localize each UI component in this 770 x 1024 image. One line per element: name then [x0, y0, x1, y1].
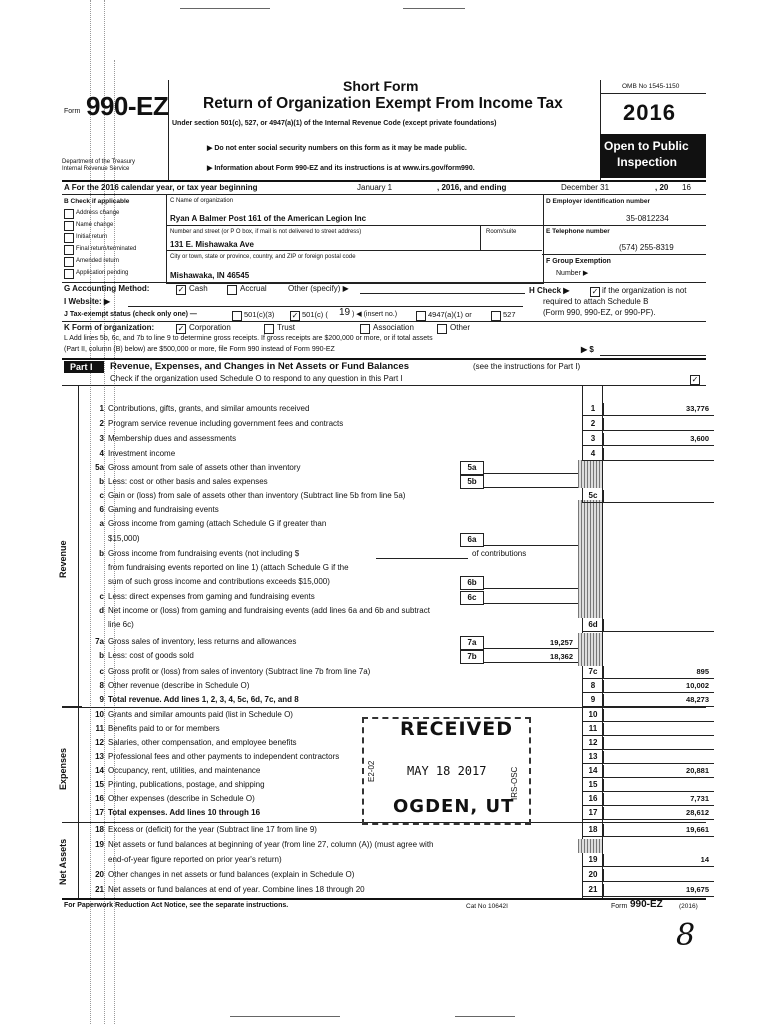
rule — [582, 881, 714, 882]
line-description: Net income or (loss) from gaming and fundraising events (add lines 6a and 6b and subtract — [108, 606, 430, 615]
line-ref: 8 — [582, 680, 604, 692]
line-number: 17 — [95, 808, 104, 817]
divider — [480, 225, 481, 250]
line-ref: 18 — [582, 824, 604, 836]
line-number: 21 — [95, 885, 104, 894]
line-description-tail: of contributions — [472, 549, 527, 558]
line-21-row — [64, 884, 714, 897]
line-description: Contributions, gifts, grants, and similar amounts received — [108, 404, 310, 413]
line-3-row — [64, 433, 714, 446]
footer-form-year: (2016) — [679, 903, 698, 910]
line-a-mid: , 2016, and ending — [437, 183, 507, 192]
omb-number: OMB No 1545-1150 — [622, 83, 680, 90]
city-label: City or town, state or province, country, and ZIP or foreign postal code — [170, 254, 356, 260]
line-description: Total revenue. Add lines 1, 2, 3, 4, 5c, 6d, 7c, and 8 — [108, 695, 299, 704]
org-name-label: C Name of organization — [170, 198, 234, 204]
amended-return-checkbox[interactable] — [64, 257, 74, 267]
501c3-checkbox[interactable] — [232, 311, 242, 321]
other-method-label: Other (specify) ▶ — [288, 284, 349, 293]
excess-deficit-amount[interactable]: 19,661 — [686, 825, 709, 834]
line-description: Gross income from gaming (attach Schedule G if greater than — [108, 519, 327, 528]
initial-return-checkbox[interactable] — [64, 233, 74, 243]
gross-receipts-input[interactable] — [600, 355, 706, 356]
sub-line-ref: 5b — [460, 475, 484, 489]
line-h-text: if the organization is not — [602, 286, 687, 295]
sub-line-ref: 7b — [460, 650, 484, 664]
sub-line-ref: 6a — [460, 533, 484, 547]
group-exemption-label: F Group Exemption — [546, 258, 611, 265]
scan-artifact — [230, 1016, 340, 1017]
gross-receipts-arrow: ▶ $ — [581, 345, 594, 354]
trust-label: Trust — [277, 323, 295, 332]
rule — [542, 225, 706, 226]
total-expenses-amount[interactable]: 28,612 — [686, 808, 709, 817]
line-a-label: A For the 2016 calendar year, or tax year beginning — [64, 183, 258, 192]
shaded-area — [578, 460, 602, 488]
line-description: Grants and similar amounts paid (list in Schedule O) — [108, 710, 293, 719]
stamp-date: MAY 18 2017 — [407, 764, 487, 778]
line-number: b — [99, 549, 104, 558]
address-change-label: Address change — [76, 210, 120, 216]
scan-artifact — [455, 1016, 515, 1017]
line-number: d — [99, 606, 104, 615]
rule — [166, 225, 542, 226]
line-ref: 15 — [582, 779, 604, 791]
501c3-label: 501(c)(3) — [244, 310, 275, 319]
form-number: 990-EZ — [86, 91, 169, 121]
inventory-sales-amount[interactable]: 19,257 — [550, 638, 573, 647]
line-description: Other revenue (describe in Schedule O) — [108, 681, 250, 690]
name-change-checkbox[interactable] — [64, 221, 74, 231]
part-i-title: Revenue, Expenses, and Changes in Net Assets or Fund Balances — [110, 361, 409, 372]
cat-number: Cat No 10642I — [466, 903, 508, 910]
rule — [62, 321, 706, 322]
line-number: c — [99, 667, 104, 676]
schedule-b-checkbox[interactable]: ✓ — [591, 287, 599, 296]
line-ref: 2 — [582, 418, 604, 430]
corporation-label: Corporation — [189, 323, 231, 332]
line-number: 19 — [95, 840, 104, 849]
other-org-label: Other — [450, 323, 471, 332]
rule — [582, 866, 714, 867]
rule — [582, 721, 714, 722]
line-number: a — [99, 519, 104, 528]
501c-checkbox[interactable]: ✓ — [291, 311, 299, 320]
final-return-checkbox[interactable] — [64, 245, 74, 255]
rule — [582, 791, 714, 792]
rule — [582, 430, 714, 431]
website-label: I Website: ▶ — [64, 297, 111, 306]
line-description: Program service revenue including government fees and contracts — [108, 419, 344, 428]
line-number: b — [99, 651, 104, 660]
line-h-label: H Check ▶ — [529, 286, 570, 295]
line-description: Excess or (deficit) for the year (Subtract line 17 from line 9) — [108, 825, 317, 834]
other-method-input[interactable] — [360, 293, 525, 294]
total-revenue-amount[interactable]: 48,273 — [686, 695, 709, 704]
line-number: 13 — [95, 752, 104, 761]
rule — [582, 692, 714, 693]
rule — [62, 358, 706, 360]
rule — [582, 631, 714, 632]
line-8-row — [64, 680, 714, 693]
short-form-label: Short Form — [343, 78, 419, 94]
phone-value[interactable]: (574) 255-8319 — [619, 243, 674, 252]
sub-line-ref: 6c — [460, 591, 484, 605]
sub-line-ref: 6b — [460, 576, 484, 590]
ein-label: D Employer identification number — [546, 198, 651, 205]
cash-label: Cash — [189, 284, 208, 293]
street-label: Number and street (or P O box, if mail is not delivered to street address) — [170, 229, 362, 235]
line-l-text: L Add lines 5b, 6c, and 7b to line 9 to determine gross receipts. If gross receipts are $200,000 or more, or if total assets — [64, 335, 433, 342]
irs-label: Internal Revenue Service — [62, 166, 130, 172]
line-ref: 20 — [582, 869, 604, 881]
line-description: Printing, publications, postage, and shipping — [108, 780, 265, 789]
amended-return-label: Amended return — [76, 258, 120, 264]
ending-net-assets-amount[interactable]: 19,675 — [686, 885, 709, 894]
line-5b-input[interactable] — [483, 487, 578, 488]
rule — [582, 678, 714, 679]
tax-year: 2016 — [623, 100, 676, 125]
line-description: Membership dues and assessments — [108, 434, 237, 443]
final-return-label: Final return/terminated — [76, 246, 137, 252]
4947-checkbox[interactable] — [416, 311, 426, 321]
line-ref: 6d — [582, 619, 604, 631]
part-i-label: Part I — [70, 362, 93, 372]
other-revenue-amount[interactable]: 10,002 — [686, 681, 709, 690]
line-description: Total expenses. Add lines 10 through 16 — [108, 808, 261, 817]
line-ref: 4 — [582, 448, 604, 460]
line-description: Gross profit or (loss) from sales of inventory (Subtract line 7b from line 7a) — [108, 667, 371, 676]
4947-label: 4947(a)(1) or — [428, 310, 472, 319]
line-ref: 21 — [582, 884, 604, 896]
line-4-row — [64, 448, 714, 461]
tax-exempt-label: J Tax-exempt status (check only one) — — [64, 311, 197, 318]
tax-year-end: December 31 — [561, 183, 610, 192]
line-6b-input[interactable] — [483, 588, 578, 589]
line-5a-input[interactable] — [483, 473, 578, 474]
rule — [582, 896, 714, 897]
rule — [483, 662, 578, 663]
line-h-text3: (Form 990, 990-EZ, or 990-PF). — [543, 308, 656, 317]
line-number: 4 — [99, 449, 104, 458]
stamp-side-left: E2-02 — [367, 760, 376, 782]
line-description: line 6c) — [108, 620, 134, 629]
line-description: end-of-year figure reported on prior year's return) — [108, 855, 282, 864]
line-h-text2: required to attach Schedule B — [543, 297, 649, 306]
accrual-checkbox[interactable] — [227, 285, 237, 295]
rule — [582, 805, 714, 806]
line-ref: 16 — [582, 793, 604, 805]
name-change-label: Name change — [76, 222, 114, 228]
line-number: c — [99, 592, 104, 601]
line-description: Gross amount from sale of assets other than inventory — [108, 463, 301, 472]
501c-number[interactable]: 19 — [339, 307, 351, 318]
rule — [582, 819, 714, 820]
501c-label: 501(c) ( — [302, 310, 328, 319]
corporation-checkbox[interactable]: ✓ — [177, 324, 185, 333]
rule — [582, 735, 714, 736]
stamp-received: RECEIVED — [400, 718, 514, 740]
line-number: 7a — [95, 637, 104, 646]
line-number: 9 — [99, 695, 104, 704]
line-ref: 1 — [582, 403, 604, 415]
line-7c-row — [64, 666, 714, 679]
ein-value[interactable]: 35-0812234 — [626, 214, 669, 223]
omb-rule — [600, 93, 706, 94]
footer-form-label: Form — [611, 903, 628, 910]
schedule-o-check-text: Check if the organization used Schedule O to respond to any question in this Part I — [110, 374, 403, 383]
rule — [542, 254, 706, 255]
line-description: Professional fees and other payments to independent contractors — [108, 752, 340, 761]
line-number: 5a — [95, 463, 104, 472]
stamp-side-right: IRS-OSC — [510, 766, 519, 800]
rule — [582, 415, 714, 416]
line-description: Gross sales of inventory, less returns and allowances — [108, 637, 297, 646]
line-number: b — [99, 477, 104, 486]
org-name[interactable]: Ryan A Balmer Post 161 of the American Legion Inc — [170, 214, 367, 223]
stamp-city: OGDEN, UT — [393, 796, 515, 817]
line-1-row — [64, 403, 714, 416]
website-input[interactable] — [128, 306, 523, 307]
header-divider — [168, 80, 169, 180]
shaded-area — [578, 500, 602, 618]
rule — [166, 250, 542, 251]
line-description: Gaming and fundraising events — [108, 505, 219, 514]
line-ref: 9 — [582, 694, 604, 706]
line-number: 20 — [95, 870, 104, 879]
ssn-notice: ▶ Do not enter social security numbers on this form as it may be made public. — [207, 145, 467, 152]
form-subtitle: Under section 501(c), 527, or 4947(a)(1) of the Internal Revenue Code (except private foundations) — [172, 120, 497, 127]
line-number: 14 — [95, 766, 104, 775]
rule — [483, 648, 578, 649]
application-pending-checkbox[interactable] — [64, 269, 74, 279]
shaded-area — [578, 839, 602, 853]
handwritten-page-mark: 8 — [676, 918, 696, 953]
line-number: 15 — [95, 780, 104, 789]
rule — [582, 749, 714, 750]
scan-artifact — [180, 8, 270, 9]
group-exemption-number-label: Number ▶ — [556, 270, 589, 277]
line-number: 8 — [99, 681, 104, 690]
gross-profit-amount[interactable]: 895 — [696, 667, 709, 676]
line-number: 2 — [99, 419, 104, 428]
line-ref: 11 — [582, 723, 604, 735]
membership-dues-amount[interactable]: 3,600 — [690, 434, 709, 443]
rule — [62, 282, 706, 283]
line-5c-row — [64, 490, 714, 503]
line-number: 11 — [95, 724, 104, 733]
line-ref: 14 — [582, 765, 604, 777]
fundraising-contributions-input[interactable] — [376, 558, 468, 559]
line-6a-input[interactable] — [483, 545, 578, 546]
line-number: 18 — [95, 825, 104, 834]
line-description: Investment income — [108, 449, 176, 458]
form-title: Return of Organization Exempt From Income Tax — [203, 95, 563, 112]
line-18-row — [64, 824, 714, 837]
line-description: Less: cost or other basis and sales expenses — [108, 477, 268, 486]
line-19-row — [64, 854, 714, 867]
rule — [582, 763, 714, 764]
line-description: Gain or (loss) from sale of assets other than inventory (Subtract line 5b from line 5a) — [108, 491, 406, 500]
line-number: 16 — [95, 794, 104, 803]
rule — [582, 460, 714, 461]
line-description: Net assets or fund balances at end of year. Combine lines 18 through 20 — [108, 885, 365, 894]
line-ref: 13 — [582, 751, 604, 763]
form-prefix: Form — [64, 108, 81, 115]
line-9-row — [64, 694, 714, 707]
association-label: Association — [373, 323, 414, 332]
sub-line-ref: 5a — [460, 461, 484, 475]
application-pending-label: Application pending — [76, 270, 129, 276]
open-to-public: Open to Public — [604, 139, 689, 153]
rule — [582, 777, 714, 778]
line-number: 1 — [99, 404, 104, 413]
line-description: Other expenses (describe in Schedule O) — [108, 794, 255, 803]
527-checkbox[interactable] — [491, 311, 501, 321]
rule — [62, 707, 706, 708]
schedule-o-checkbox[interactable]: ✓ — [691, 375, 699, 384]
shaded-area — [578, 633, 602, 666]
line-6d-row — [64, 619, 714, 632]
line-description: Other changes in net assets or fund balances (explain in Schedule O) — [108, 870, 355, 879]
line-ref: 10 — [582, 709, 604, 721]
tax-year-begin: January 1 — [357, 183, 393, 192]
527-label: 527 — [503, 310, 516, 319]
rule — [62, 385, 706, 386]
line-ref: 3 — [582, 433, 604, 445]
line-ref: 12 — [582, 737, 604, 749]
line-20-row — [64, 869, 714, 882]
end-year-prefix: , 20 — [655, 183, 669, 192]
line-description: Less: direct expenses from gaming and fundraising events — [108, 592, 315, 601]
line-6c-input[interactable] — [483, 603, 578, 604]
line-l-text2: (Part II, column (B) below) are $500,000 or more, file Form 990 instead of Form 990-EZ — [64, 346, 335, 353]
header-rule — [62, 180, 706, 182]
beginning-net-assets-amount[interactable]: 14 — [700, 855, 709, 864]
line-description: Gross income from fundraising events (not including $ — [108, 549, 300, 558]
other-org-checkbox[interactable] — [437, 324, 447, 334]
phone-label: E Telephone number — [546, 228, 610, 235]
line-description: Net assets or fund balances at beginning of year (from line 27, column (A)) (must agree with — [108, 840, 434, 849]
cash-checkbox[interactable]: ✓ — [177, 285, 185, 294]
revenue-side-label: Revenue — [58, 540, 68, 578]
line-ref: 7c — [582, 666, 604, 678]
line-ref: 5c — [582, 490, 604, 502]
address-change-checkbox[interactable] — [64, 209, 74, 219]
inspection-label: Inspection — [617, 155, 678, 169]
insert-no-label: ) ◀ (insert no.) — [352, 311, 398, 318]
rule — [582, 502, 714, 503]
line-ref: 17 — [582, 807, 604, 819]
room-suite-label: Room/suite — [486, 229, 517, 235]
rule — [62, 898, 706, 900]
line-description: Less: cost of goods sold — [108, 651, 194, 660]
form-of-org-label: K Form of organization: — [64, 323, 155, 332]
association-checkbox[interactable] — [360, 324, 370, 334]
line-description: Benefits paid to or for members — [108, 724, 220, 733]
accrual-label: Accrual — [240, 284, 267, 293]
line-description: Salaries, other compensation, and employee benefits — [108, 738, 297, 747]
scan-artifact — [403, 8, 465, 9]
rule — [582, 836, 714, 837]
line-number: 10 — [95, 710, 104, 719]
line-number: c — [99, 491, 104, 500]
part-i-note: (see the instructions for Part I) — [473, 362, 581, 371]
city-state-zip[interactable]: Mishawaka, IN 46545 — [170, 271, 250, 280]
line-ref: 19 — [582, 854, 604, 866]
accounting-method-label: G Accounting Method: — [64, 284, 150, 293]
initial-return-label: Initial return — [76, 234, 108, 240]
net-assets-side-label: Net Assets — [58, 838, 68, 885]
other-expenses-amount[interactable]: 7,731 — [690, 794, 709, 803]
paperwork-notice: For Paperwork Reduction Act Notice, see the separate instructions. — [64, 902, 289, 909]
occupancy-amount[interactable]: 20,881 — [686, 766, 709, 775]
sub-line-ref: 7a — [460, 636, 484, 650]
trust-checkbox[interactable] — [264, 324, 274, 334]
street-address[interactable]: 131 E. Mishawaka Ave — [170, 240, 254, 249]
expenses-side-label: Expenses — [58, 747, 68, 790]
dept-treasury: Department of the Treasury — [62, 159, 136, 165]
end-year: 16 — [682, 183, 691, 192]
line-description: from fundraising events reported on line 1) (attach Schedule G if the — [108, 563, 349, 572]
line-description: sum of such gross income and contributions exceeds $15,000) — [108, 577, 330, 586]
line-number: 6 — [99, 505, 104, 514]
line-2-row — [64, 418, 714, 431]
footer-form-number: 990-EZ — [630, 899, 663, 910]
cost-goods-sold-amount[interactable]: 18,362 — [550, 652, 573, 661]
rule — [582, 445, 714, 446]
line-description: $15,000) — [108, 534, 140, 543]
check-applicable-label: B Check if applicable — [64, 198, 130, 205]
contributions-amount[interactable]: 33,776 — [686, 404, 709, 413]
line-number: 12 — [95, 738, 104, 747]
info-notice: ▶ Information about Form 990-EZ and its instructions is at www.irs.gov/form990. — [207, 165, 475, 172]
line-description: Occupancy, rent, utilities, and maintenance — [108, 766, 261, 775]
line-number: 3 — [99, 434, 104, 443]
